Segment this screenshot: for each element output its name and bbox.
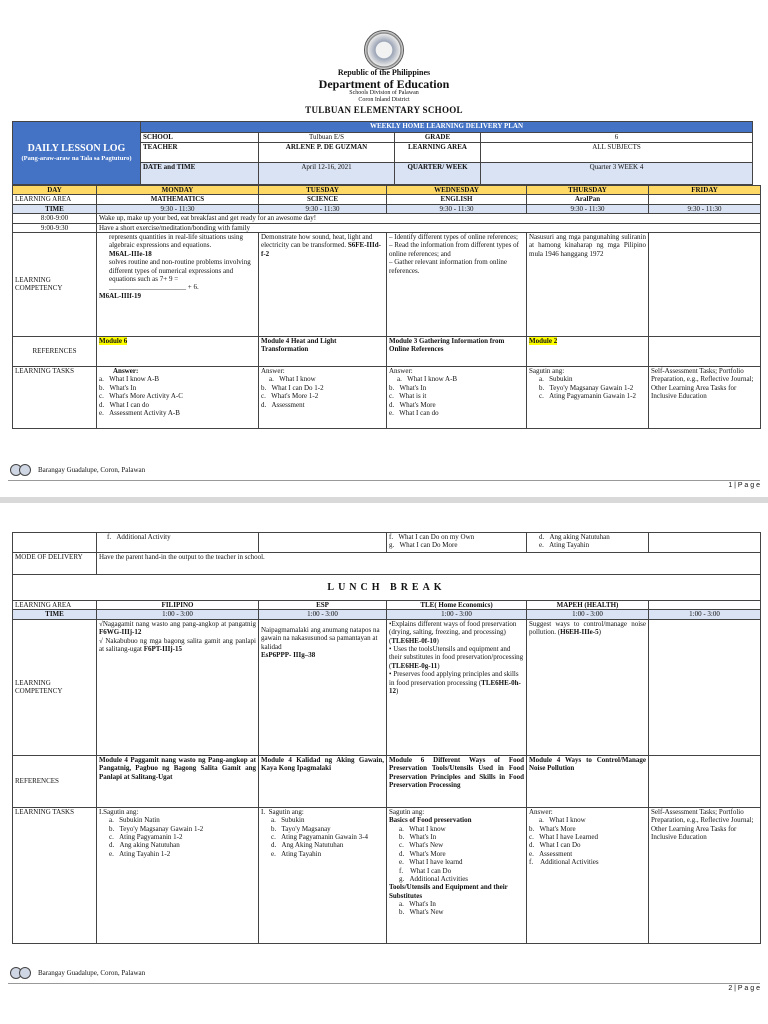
filipino-references: Module 4 Paggamit nang wasto ng Pang-angkop at Pangatnig, Pagbuo ng Bagong Salita Gamit ang Panlapi at Salitang-Ugat [97, 755, 259, 807]
mapeh-task-a-text: What I know [549, 816, 586, 825]
sci-task-a-text: What I know [279, 375, 316, 384]
ap-task-a-text: Subukin [549, 375, 573, 384]
friday-competency [649, 232, 761, 336]
sci-task-c: c. What's More 1-2 [261, 392, 319, 401]
pm-friday-references [649, 755, 761, 807]
ap-task-e: e. Ating Tayahin [539, 541, 590, 550]
aralpan-competency: Nasusuri ang mga pangunahing suliranin at hamong kinaharap ng mga Pilipino mula 1946 hanggang 1972 [527, 232, 649, 336]
pm-time-monday: 1:00 - 3:00 [97, 610, 259, 619]
dll-title-cell [13, 122, 141, 185]
sci-task-b-text: What I can Do 1-2 [271, 383, 324, 392]
ap-task-c-text: Ating Pagyamanin Gawain 1-2 [549, 392, 637, 401]
mapeh-competency: Suggest ways to control/manage noise pollution. (H6EH-IIIe-5) [527, 619, 649, 755]
day-label: DAY [13, 186, 97, 195]
math-comp-1: represents quantities in real-life situations using algebraic expressions and equations. [109, 232, 243, 250]
department-title: Department of Education [318, 77, 450, 91]
sci-task-d-text: Assessment [271, 400, 305, 409]
area-row-label: LEARNING AREA [13, 195, 97, 204]
english-competency [387, 232, 527, 336]
tle-sub-1: Basics of Food preservation [389, 816, 472, 825]
fil-task-c: c. Ating Pagyamanin 1-2 [109, 832, 183, 841]
pm-references-label: REFERENCES [13, 755, 97, 807]
fil-task-d-text: Ang aking Natutuhan [119, 841, 180, 850]
tle-task2-b: b. What's New [399, 908, 444, 917]
math-task-e-text: Assessment Activity A-B [109, 408, 180, 417]
eng-comp-1: – Identify different types of online references; [389, 232, 518, 241]
english-tasks-cont [387, 533, 527, 553]
routine2-time: 9:00-9:30 [13, 223, 97, 232]
routine1-text: Wake up, make up your bed, eat breakfast and get ready for an awesome day! [97, 214, 761, 223]
math-task-d: d. What I can do [99, 400, 149, 409]
references-label: REFERENCES [13, 336, 97, 366]
fil-task-b-text: Teyo'y Magsanay Gawain 1-2 [119, 824, 204, 833]
aralpan-tasks [527, 366, 649, 428]
tle-task-f-text: What I can Do [410, 866, 452, 875]
area-math: MATHEMATICS [97, 195, 259, 204]
competency-label: LEARNING COMPETENCY [13, 232, 97, 336]
day-thursday: THURSDAY [527, 186, 649, 195]
pm-time-thursday: 1:00 - 3:00 [527, 610, 649, 619]
esp-tasks [259, 807, 387, 943]
tle-comp-3: • Preserves food applying principles and skills in food preservation processing [389, 670, 519, 687]
footer-address-2: Barangay Guadalupe, Coron, Palawan [38, 969, 146, 977]
eng-task-b-text: What's In [399, 383, 427, 392]
tle-task2-a-text: What's In [409, 900, 436, 909]
area-pm-friday [649, 601, 761, 610]
time-label: TIME [13, 204, 97, 213]
tle-competency [387, 619, 527, 755]
math-task-head: Answer: [113, 366, 139, 375]
tle-task-c: c. What's New [399, 841, 444, 850]
mapeh-task-b: b. What's More [529, 824, 576, 833]
esp-task-d: d. Ang Aking Natutuhan [271, 841, 344, 850]
tle-comp-1: •Explains different ways of food preservation (drying, salting, freezing, and processing) [389, 619, 517, 637]
ap-task-a: a. Subukin [539, 375, 573, 384]
filipino-competency [97, 619, 259, 755]
mapeh-task-head: Answer: [529, 807, 553, 816]
tle-code-3: TLE6HE-0h-12 [389, 678, 521, 695]
area-filipino: FILIPINO [97, 601, 259, 610]
aralpan-references [527, 336, 649, 366]
science-competency [259, 232, 387, 336]
tle-task-a: a. What I know [399, 824, 446, 833]
math-ref: Module 6 [99, 336, 128, 345]
fil-comp-2: √ Nakabubuo ng mga bagong salita gamit ang panlapi at salitang-ugat [99, 636, 256, 653]
esp-task-a: a. Subukin [271, 816, 305, 825]
eng-task-a: a. What I know A-B [397, 375, 458, 384]
routine1-time: 8:00-9:00 [13, 214, 97, 223]
eng-task-c: c. What is it [389, 392, 427, 401]
tle-code-2: TLE6HE-0g-11 [391, 661, 438, 670]
mapeh-tasks [527, 807, 649, 943]
tle-comp-2-row: • Uses the toolsUtensils and equipment and their substitutes in food preservation/processing (TLE6HE-0g-11) [389, 644, 524, 670]
esp-task-a-text: Subukin [281, 816, 305, 825]
mapeh-task-e-text: Assessment [539, 849, 573, 858]
grade-value: 6 [481, 133, 753, 143]
friday-tasks-cont [649, 533, 761, 553]
friday-references [649, 336, 761, 366]
sci-code: S6FE-IIId-f-2 [261, 241, 381, 258]
esp-task-b-text: Tayo'y Magsanay [281, 824, 331, 833]
school-value: Tulbuan E/S [259, 133, 395, 143]
day-monday: MONDAY [97, 186, 259, 195]
mapeh-code: H6EH-IIIe-5 [560, 628, 599, 637]
area-tle: TLE( Home Economics) [387, 601, 527, 610]
pm-schedule-table [12, 532, 761, 944]
tle-task-a-text: What I know [409, 824, 446, 833]
tle-task2-a: a. What's In [399, 900, 436, 909]
deped-seal-icon [364, 30, 404, 70]
page-number-2: 2 | P a g e [728, 985, 760, 992]
eng-task-c-text: What is it [399, 392, 427, 401]
day-friday: FRIDAY [649, 186, 761, 195]
area-friday [649, 195, 761, 204]
esp-task-b: b. Tayo'y Magsanay [271, 824, 331, 833]
date-label: DATE and TIME [141, 163, 259, 185]
area-label: LEARNING AREA [395, 143, 481, 163]
aralpan-tasks-cont [527, 533, 649, 553]
page-2 [0, 503, 768, 1024]
science-tasks [259, 366, 387, 428]
footer-divider [8, 480, 760, 481]
math-tasks [97, 366, 259, 428]
esp-task-head-text: Sagutin ang: [268, 807, 304, 816]
pm-time-label: TIME [13, 610, 97, 619]
fil-task-c-text: Ating Pagyamanin 1-2 [119, 832, 183, 841]
eng-task-g: g. What I can Do More [389, 541, 458, 550]
dll-title: DAILY LESSON LOG [27, 143, 126, 155]
cont-label [13, 533, 97, 553]
eng-task-b: b. What's In [389, 383, 427, 392]
fil-task-a-text: Subukin Natin [119, 816, 160, 825]
tle-task-d: d. What's More [399, 849, 446, 858]
fil-task-b: b. Teyo'y Magsanay Gawain 1-2 [109, 824, 204, 833]
tle-task-f: f. What I can Do [399, 866, 452, 875]
fil-code-2: F6PT-IIIj-15 [143, 644, 182, 653]
republic-text: Republic of the Philippines [337, 68, 431, 77]
sci-task-head: Answer: [261, 366, 285, 375]
mapeh-task-d-text: What I can Do [539, 841, 581, 850]
tle-references: Module 6 Different Ways of Food Preservation Tools/Utensils Used in Food Preservation Principles and Skills in Food Preservation Processing [387, 755, 527, 807]
filipino-tasks [97, 807, 259, 943]
mapeh-task-c-text: What I have Learned [539, 832, 598, 841]
area-mapeh: MAPEH (HEALTH) [527, 601, 649, 610]
fil-code-1: F6WG-IIIj-12 [99, 628, 142, 637]
math-task-a: a. What I know A-B [99, 375, 160, 384]
eng-task-d-text: What's More [399, 400, 436, 409]
tle-tasks [387, 807, 527, 943]
esp-task-c: c. Ating Pagyamanin Gawain 3-4 [271, 832, 369, 841]
math-task-a-text: What I know A-B [109, 375, 160, 384]
tle-code-1: TLE6HE-0f-10 [391, 636, 437, 645]
tle-comp-2: • Uses the toolsUtensils and equipment and their substitutes in food preservation/processing [389, 644, 524, 662]
school-title: TULBUAN ELEMENTARY SCHOOL [305, 105, 463, 115]
sci-comp: Demonstrate how sound, heat, light and electricity can be transformed. [261, 232, 373, 250]
tle-task-b: b. What's In [399, 832, 437, 841]
division-text: Schools Division of Palawan [349, 90, 419, 96]
math-task-f-text: Additional Activity [116, 533, 171, 541]
eng-task-f-text: What I can Do on my Own [398, 533, 475, 541]
ap-ref: Module 2 [529, 336, 558, 345]
eng-comp-3: – Gather relevant information from online references. [389, 258, 507, 275]
area-science: SCIENCE [259, 195, 387, 204]
pm-area-label: LEARNING AREA [13, 601, 97, 610]
fil-task-head: I.Sagutin ang: [99, 807, 139, 816]
math-tasks-cont: f. Additional Activity [97, 533, 259, 553]
grade-label: GRADE [395, 133, 481, 143]
esp-competency [259, 619, 387, 755]
math-task-d-text: What I can do [109, 400, 149, 409]
pm-friday-tasks: Self-Assessment Tasks; Portfolio Preparation, e.g., Reflective Journal; Other Learning Area Tasks for Inclusive Education [649, 807, 761, 943]
eng-task-a-text: What I know A-B [407, 375, 458, 384]
dll-header-table [12, 121, 753, 185]
tle-task-c-text: What's New [409, 841, 444, 850]
fil-comp-2-row [99, 637, 256, 654]
math-comp-2: solves routine and non-routine problems involving different types of numerical expressions and equations such as 7+ 9 = ______________________ + 6. [109, 258, 251, 292]
day-tuesday: TUESDAY [259, 186, 387, 195]
math-task-c: c. What's More Activity A-C [99, 392, 183, 401]
fil-task-d: d. Ang aking Natutuhan [109, 841, 180, 850]
esp-references: Module 4 Kalidad ng Aking Gawain, Kaya Kong Ipagmalaki [259, 755, 387, 807]
sci-task-a: a. What I know [269, 375, 316, 384]
math-code-1: M6AL-IIIe-18 [109, 249, 152, 258]
english-tasks [387, 366, 527, 428]
esp-task-d-text: Ang Aking Natutuhan [281, 841, 344, 850]
pm-time-tuesday: 1:00 - 3:00 [259, 610, 387, 619]
tle-task-head: Sagutin ang: [389, 807, 425, 816]
mapeh-task-e: e. Assessment [529, 849, 573, 858]
ap-task-d-text: Ang aking Natutuhan [549, 533, 610, 541]
fil-comp-1-row [99, 620, 256, 637]
ap-task-c: c. Ating Pagyamanin Gawain 1-2 [539, 392, 637, 401]
routine2-text: Have a short exercise/meditation/bonding with family [97, 223, 761, 232]
ap-task-head: Sagutin ang: [529, 366, 565, 375]
tle-sub-2: Tools/Utensils and Equipment and their Substitutes [389, 883, 508, 900]
time-monday: 9:30 - 11:30 [97, 204, 259, 213]
district-text: Coron Inland District [358, 97, 410, 103]
footer-address: Barangay Guadalupe, Coron, Palawan [38, 466, 146, 474]
tle-task-g-text: Additional Activities [409, 874, 469, 883]
esp-code: EsP6PPP- IIIg–38 [261, 650, 316, 659]
eng-task-e: e. What I can do [389, 408, 439, 417]
tle-task-e: e. What I have learnd [399, 858, 463, 867]
footer-logos-icon-2 [10, 965, 30, 981]
ap-task-b-text: Teyo'y Magsanay Gawain 1-2 [549, 383, 634, 392]
esp-comp: Naipagmamalaki ang anumang natapos na gawain na nakasusunod sa pamantayan at kalidad [261, 625, 380, 651]
area-english: ENGLISH [387, 195, 527, 204]
footer-divider-2 [8, 983, 760, 984]
mapeh-task-d: d. What I can Do [529, 841, 581, 850]
time-tuesday: 9:30 - 11:30 [259, 204, 387, 213]
science-tasks-cont [259, 533, 387, 553]
area-aralpan: AralPan [527, 195, 649, 204]
fil-comp-1: √Nagagamit nang wasto ang pang-angkop at pangatnig [99, 619, 256, 628]
eng-task-g-text: What I can Do More [399, 541, 458, 550]
sci-task-c-text: What's More 1-2 [271, 392, 319, 401]
eng-comp-2: – Read the information from different types of online references; and [389, 241, 519, 258]
esp-task-c-text: Ating Pagyamanin Gawain 3-4 [281, 832, 369, 841]
mode-text: Have the parent hand-in the output to the teacher in school. [97, 553, 761, 575]
ap-task-b: b. Teyo'y Magsanay Gawain 1-2 [539, 383, 634, 392]
fil-task-e-text: Ating Tayahin 1-2 [119, 849, 171, 858]
teacher-label: TEACHER [141, 143, 259, 163]
tle-task2-b-text: What's New [409, 908, 444, 917]
quarter-label: QUARTER/ WEEK [395, 163, 481, 185]
math-references [97, 336, 259, 366]
mapeh-task-b-text: What's More [539, 824, 576, 833]
mapeh-task-f-text: Additional Activities [540, 858, 599, 867]
math-task-b: b. What's In [99, 383, 137, 392]
esp-task-e: e. Ating Tayahin [271, 849, 322, 858]
eng-task-d: d. What's More [389, 400, 436, 409]
time-thursday: 9:30 - 11:30 [527, 204, 649, 213]
tle-task-g: g. Additional Activities [399, 874, 469, 883]
quarter-value: Quarter 3 WEEK 4 [481, 163, 753, 185]
sci-task-d: d. Assessment [261, 400, 305, 409]
mapeh-task-c: c. What I have Learned [529, 832, 598, 841]
tle-task-d-text: What's More [409, 849, 446, 858]
eng-task-f: f. What I can Do on my Own [389, 533, 475, 541]
school-label: SCHOOL [141, 133, 259, 143]
math-task-e: e. Assessment Activity A-B [99, 408, 180, 417]
mapeh-task-f: f. Additional Activities [529, 858, 599, 867]
math-task-c-text: What's More Activity A-C [109, 392, 183, 401]
page-number-1: 1 | P a g e [728, 482, 760, 489]
area-value: ALL SUBJECTS [481, 143, 753, 163]
eng-task-head: Answer: [389, 366, 413, 375]
mapeh-references: Module 4 Ways to Control/Manage Noise Pollution [527, 755, 649, 807]
friday-tasks: Self-Assessment Tasks; Portfolio Preparation, e.g., Reflective Journal; Other Learning Area Tasks for Inclusive Education [649, 366, 761, 428]
fil-task-a: a. Subukin Natin [109, 816, 160, 825]
mode-label: MODE OF DELIVERY [13, 553, 97, 575]
plan-title: WEEKLY HOME LEARNING DELIVERY PLAN [141, 122, 753, 133]
ap-task-d: d. Ang aking Natutuhan [539, 533, 610, 541]
page-1 [0, 0, 768, 497]
pm-time-friday: 1:00 - 3:00 [649, 610, 761, 619]
mapeh-comp: Suggest ways to control/manage noise pollution. [529, 619, 646, 637]
esp-task-head: I. Sagutin ang: [261, 807, 304, 816]
time-wednesday: 9:30 - 11:30 [387, 204, 527, 213]
fil-task-e: e. Ating Tayahin 1-2 [109, 849, 171, 858]
pm-friday-competency [649, 619, 761, 755]
mapeh-task-a: a. What I know [539, 816, 586, 825]
footer-logos-icon [10, 462, 30, 478]
dll-subtitle: (Pang-araw-araw na Tala sa Pagtuturo) [21, 155, 132, 163]
pm-time-wednesday: 1:00 - 3:00 [387, 610, 527, 619]
lunch-break: LUNCH BREAK [13, 575, 761, 601]
time-friday: 9:30 - 11:30 [649, 204, 761, 213]
math-code-2: M6AL-IIIf-19 [99, 291, 141, 300]
eng-task-e-text: What I can do [399, 408, 439, 417]
math-task-b-text: What's In [109, 383, 137, 392]
english-references: Module 3 Gathering Information from Online References [387, 336, 527, 366]
date-value: April 12-16, 2021 [259, 163, 395, 185]
math-competency [97, 232, 259, 336]
tle-comp-1-row: •Explains different ways of food preservation (drying, salting, freezing, and processing) (TLE6HE-0f-10) [389, 619, 517, 645]
tle-comp-3-row: • Preserves food applying principles and skills in food preservation processing (TLE6HE-0h-12) [389, 670, 521, 695]
day-wednesday: WEDNESDAY [387, 186, 527, 195]
sci-task-b: b. What I can Do 1-2 [261, 383, 324, 392]
pm-competency-label: LEARNING COMPETENCY [13, 619, 97, 755]
esp-task-e-text: Ating Tayahin [281, 849, 322, 858]
am-schedule-table [12, 185, 761, 429]
tle-task-e-text: What I have learnd [409, 858, 463, 867]
pm-tasks-label: LEARNING TASKS [13, 807, 97, 943]
teacher-value: ARLENE P. DE GUZMAN [259, 143, 395, 163]
area-esp: ESP [259, 601, 387, 610]
ap-task-e-text: Ating Tayahin [549, 541, 590, 550]
science-references: Module 4 Heat and Light Transformation [259, 336, 387, 366]
tasks-label: LEARNING TASKS [13, 366, 97, 428]
tle-task-b-text: What's In [409, 832, 437, 841]
